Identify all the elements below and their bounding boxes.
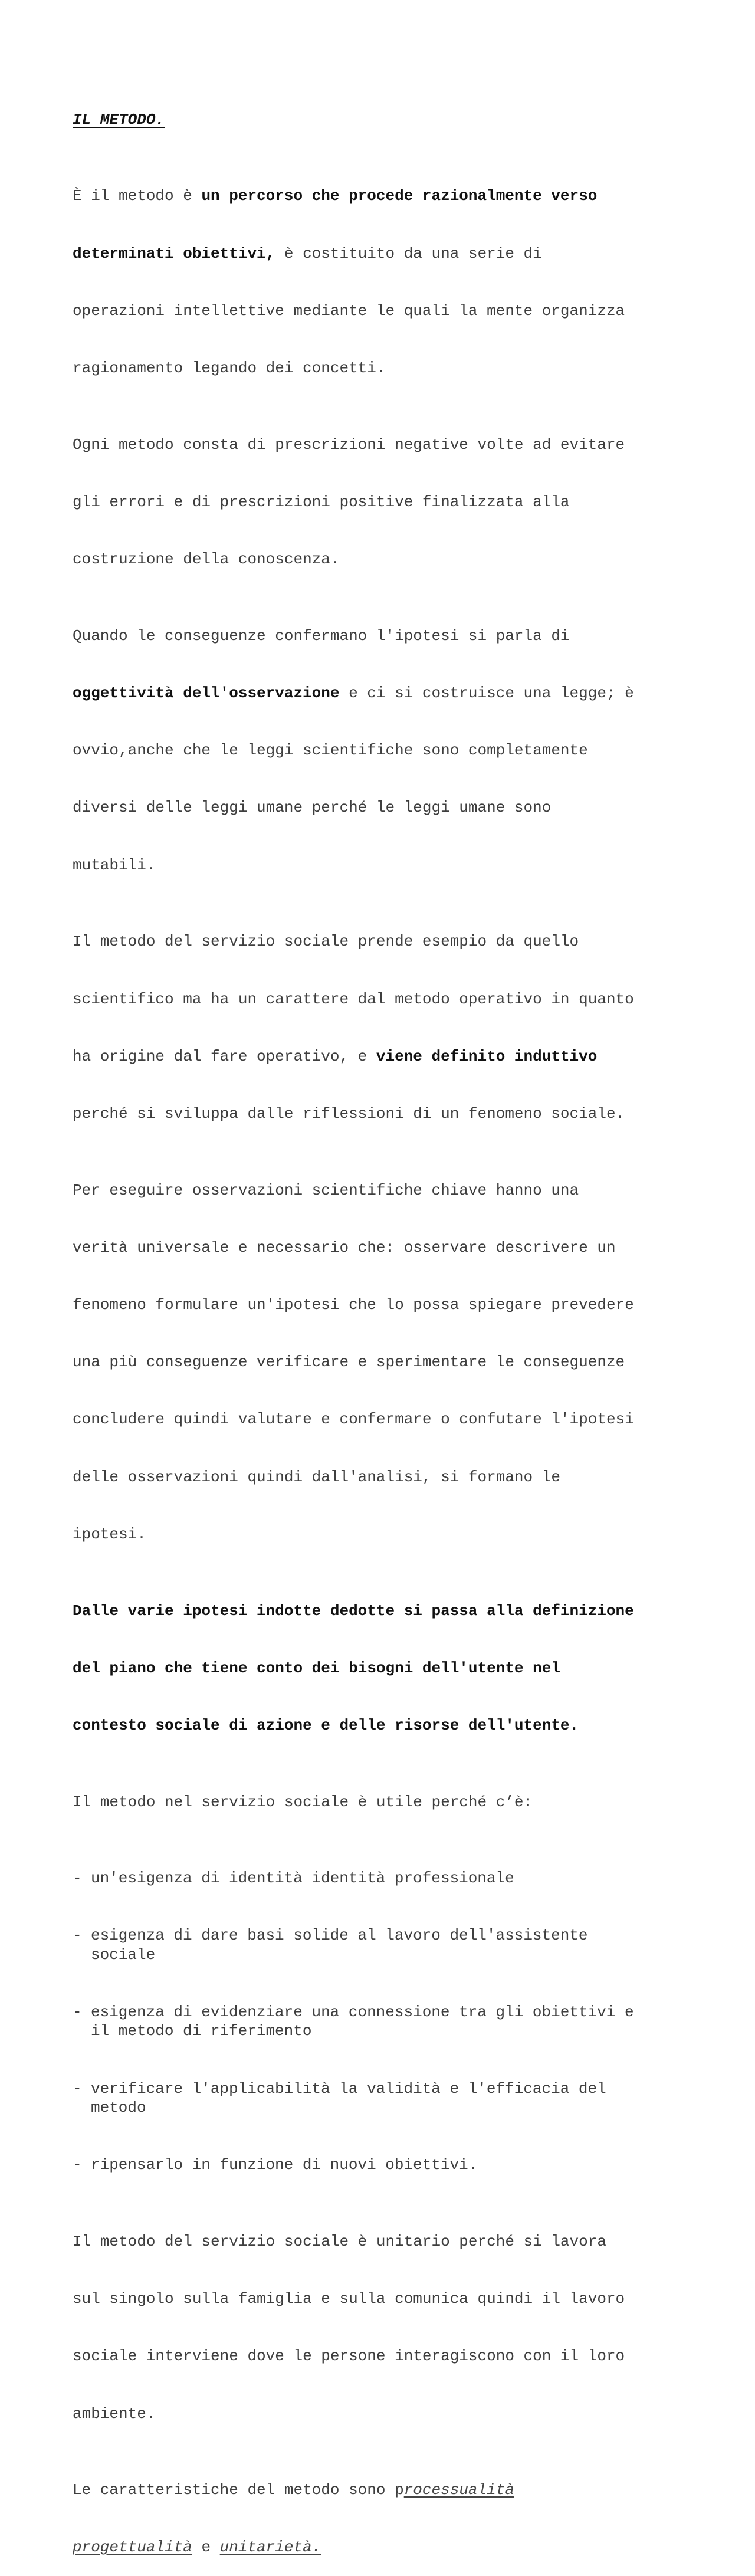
list-item-text: esigenza di dare basi solide al lavoro dell'assistente sociale [91,1927,588,1964]
list-item [73,2079,698,2118]
list-intro: Il metodo nel servizio sociale è utile perché c’è: [73,1793,533,1811]
paragraph-line: gli errori e di prescrizioni positive finalizzata alla [73,493,570,511]
bullet-marker: - [73,2079,82,2098]
paragraph-line [73,1047,698,1066]
paragraph-line: costruzione della conoscenza. [73,550,340,569]
bullet-marker: - [73,1927,82,1945]
bullet-marker: - [73,2003,82,2022]
text-span: e [192,2538,220,2557]
paragraph-line: delle osservazioni quindi dall'analisi, si formano le [73,1468,560,1486]
list-item [73,1926,698,1964]
list-item-text: un'esigenza di identità identità professionale [91,1869,514,1888]
paragraph-line [73,684,698,703]
paragraph-line: fenomeno formulare un'ipotesi che lo possa spiegare prevedere [73,1296,634,1314]
document-page [73,72,698,2576]
paragraph-line: Ogni metodo consta di prescrizioni negative volte ad evitare [73,435,625,454]
paragraph-line: verità universale e necessario che: osservare descrivere un [73,1238,616,1256]
paragraph-line: ipotesi. [73,1525,146,1543]
document-title: IL METODO. [73,110,165,129]
paragraph-line: mutabili. [73,856,156,874]
paragraph-line: concludere quindi valutare e confermare o confutare l'ipotesi [73,1410,634,1429]
paragraph-line: sul singolo sulla famiglia e sulla comunica quindi il lavoro [73,2290,625,2308]
bold-text: un percorso che procede razionalmente verso [201,187,598,205]
paragraph-line: Il metodo del servizio sociale prende esempio da quello [73,933,579,951]
text-span: È il metodo è [73,187,202,205]
text-span: e ci si costruisce una legge; è [339,684,634,702]
list-item-text: esigenza di evidenziare una connessione tra gli obiettivi e il metodo di riferimento [91,2003,634,2040]
paragraph-line: scientifico ma ha un carattere dal metodo operativo in quanto [73,990,634,1008]
bold-paragraph-line: contesto sociale di azione e delle risorse dell'utente. [73,1716,579,1734]
paragraph-line: operazioni intellettive mediante le quali la mente organizza [73,301,625,320]
list-item-text: ripensarlo in funzione di nuovi obiettivi. [91,2156,478,2174]
list-item [73,2155,698,2174]
bold-text: viene definito induttivo [376,1047,598,1065]
text-span: è costituito da una serie di [275,244,542,262]
paragraph-line: diversi delle leggi umane perché le leggi umane sono [73,799,552,817]
emphasis-term: progettualità [73,2538,192,2557]
paragraph-line: Il metodo del servizio sociale è unitario perché si lavora [73,2232,606,2250]
bullet-marker: - [73,2156,82,2174]
text-span: Le caratteristiche del metodo sono p [73,2481,404,2499]
emphasis-term: unitarietà. [219,2538,321,2557]
bullet-marker: - [73,1869,82,1888]
emphasis-term: rocessualità [403,2481,514,2499]
paragraph-line [73,2538,698,2557]
paragraph-line [73,186,698,205]
paragraph-line: Per eseguire osservazioni scientifiche chiave hanno una [73,1181,579,1199]
paragraph-line: ovvio,anche che le leggi scientifiche sono completamente [73,741,588,760]
bold-text: oggettività dell'osservazione [73,684,340,702]
document-title-line [73,110,698,129]
list-item [73,2003,698,2041]
paragraph-line: sociale interviene dove le persone interagiscono con il loro [73,2347,625,2365]
paragraph-line: Quando le conseguenze confermano l'ipotesi si parla di [73,626,570,645]
paragraph-line: ragionamento legando dei concetti. [73,359,386,378]
paragraph-line: perché si sviluppa dalle riflessioni di un fenomeno sociale. [73,1104,625,1123]
bold-paragraph-line: Dalle varie ipotesi indotte dedotte si passa alla definizione [73,1602,634,1620]
text-span: ha origine dal fare operativo, e [73,1047,376,1065]
list-item-text: verificare l'applicabilità la validità e l'efficacia del metodo [91,2079,606,2117]
bold-paragraph-line: del piano che tiene conto dei bisogni dell'utente nel [73,1659,560,1677]
bold-text: determinati obiettivi, [73,244,275,262]
paragraph-line: ambiente. [73,2404,156,2423]
paragraph-line [73,2480,698,2499]
paragraph-line: una più conseguenze verificare e sperimentare le conseguenze [73,1353,625,1371]
paragraph-line [73,244,698,263]
list-item [73,1869,698,1888]
